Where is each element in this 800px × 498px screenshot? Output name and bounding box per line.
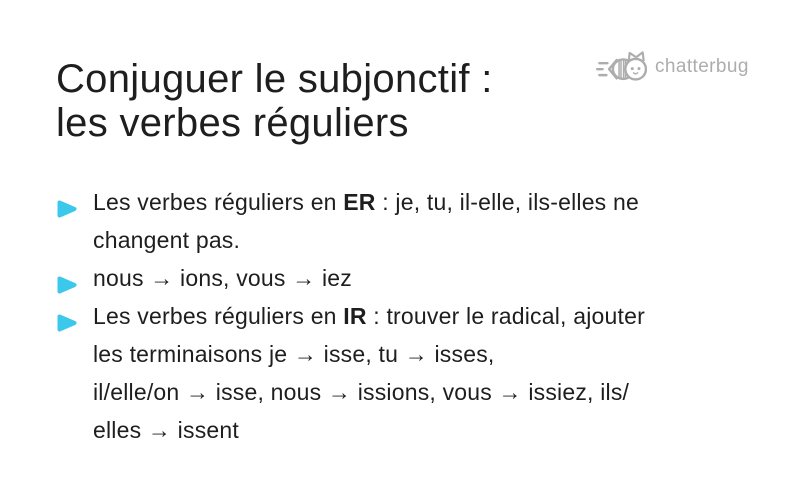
text-segment: elles → issent <box>93 417 239 443</box>
bullet-text-line <box>93 221 772 259</box>
bullet-triangle-icon <box>56 306 78 326</box>
chatterbug-wordmark: chatterbug <box>655 56 749 77</box>
list-item <box>56 259 772 297</box>
list-item <box>56 297 772 449</box>
slide-title <box>56 57 493 145</box>
bullet-text <box>93 259 772 297</box>
slide-title-line-1: Conjuguer le subjonctif : <box>56 57 493 101</box>
bullet-text <box>93 297 772 449</box>
bullet-text-line <box>93 373 772 411</box>
text-segment: : trouver le radical, ajouter <box>366 303 645 329</box>
text-segment: nous → ions, vous → iez <box>93 265 352 291</box>
text-segment: il/elle/on → isse, nous → issions, vous → issiez, ils/ <box>93 379 630 405</box>
text-segment: les terminaisons je → isse, tu → isses, <box>93 341 495 367</box>
slide-title-line-2: les verbes réguliers <box>56 101 409 145</box>
bullet-list <box>56 183 772 449</box>
bullet-text <box>93 183 772 259</box>
bullet-triangle-icon <box>56 192 78 212</box>
bullet-triangle-icon <box>56 268 78 288</box>
chatterbug-bee-icon <box>595 46 647 88</box>
list-item <box>56 183 772 259</box>
text-segment: Les verbes réguliers en <box>93 303 344 329</box>
bullet-text-line <box>93 411 772 449</box>
text-segment: changent pas. <box>93 227 241 253</box>
text-segment: IR <box>343 303 367 329</box>
bullet-text-line <box>93 259 772 297</box>
text-segment: Les verbes réguliers en <box>93 189 344 215</box>
bullet-text-line <box>93 335 772 373</box>
bullet-text-line <box>93 297 772 335</box>
chatterbug-logo <box>595 46 749 88</box>
bullet-text-line <box>93 183 772 221</box>
text-segment: : je, tu, il-elle, ils-elles ne <box>375 189 639 215</box>
text-segment: ER <box>343 189 376 215</box>
